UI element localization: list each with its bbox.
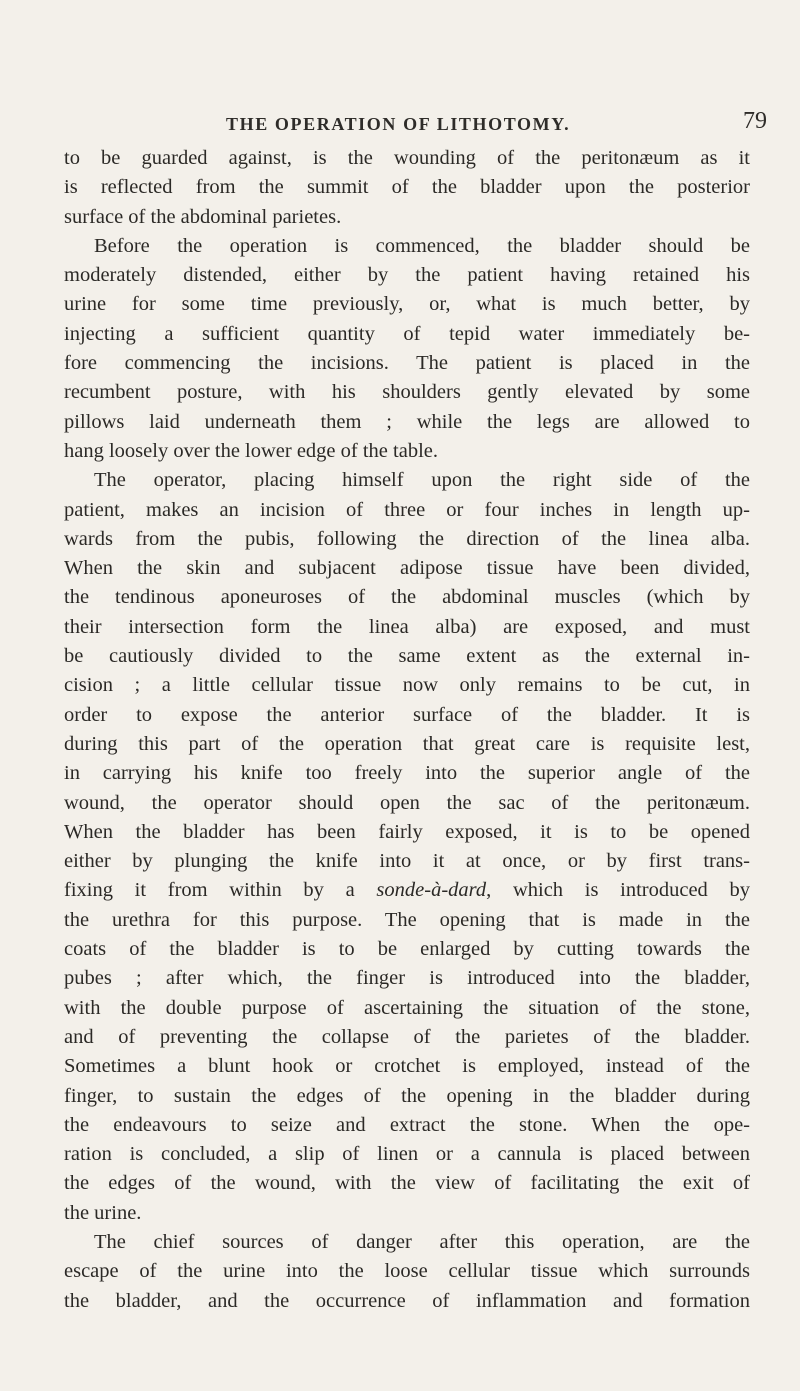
text-line: cision ; a little cellular tissue now only remains to be cut, in: [64, 674, 750, 697]
text-line: the bladder, and the occurrence of inflammation and formation: [64, 1289, 750, 1312]
text-line: The operator, placing himself upon the right side of the: [94, 469, 750, 492]
text-line: their intersection form the linea alba) are exposed, and must: [64, 615, 750, 638]
text-line: with the double purpose of ascertaining the situation of the stone,: [64, 996, 750, 1019]
text-line: escape of the urine into the loose cellular tissue which surrounds: [64, 1260, 750, 1283]
text-line: surface of the abdominal parietes.: [64, 205, 342, 228]
text-line: the edges of the wound, with the view of facilitating the exit of: [64, 1172, 750, 1195]
text-line: ration is concluded, a slip of linen or a cannula is placed between: [64, 1143, 750, 1166]
text-line: the urethra for this purpose. The opening that is made in the: [64, 908, 750, 931]
text-line: Sometimes a blunt hook or crotchet is employed, instead of the: [64, 1055, 750, 1078]
text-line: the tendinous aponeuroses of the abdominal muscles (which by: [64, 586, 750, 609]
text-line: coats of the bladder is to be enlarged by cutting towards the: [64, 938, 750, 961]
text-line: fore commencing the incisions. The patient is placed in the: [64, 352, 750, 375]
text-line-with-italic: [64, 876, 750, 905]
body-text: [64, 144, 750, 1316]
text-line: urine for some time previously, or, what is much better, by: [64, 293, 750, 316]
text-line: pubes ; after which, the finger is introduced into the bladder,: [64, 967, 750, 990]
text-line: finger, to sustain the edges of the opening in the bladder during: [64, 1084, 750, 1107]
text-line: either by plunging the knife into it at once, or by first trans-: [64, 850, 750, 873]
text-line: patient, makes an incision of three or four inches in length up-: [64, 498, 750, 521]
text-line: injecting a sufficient quantity of tepid water immediately be-: [64, 322, 750, 345]
text-line: and of preventing the collapse of the parietes of the bladder.: [64, 1025, 750, 1048]
text-line: moderately distended, either by the patient having retained his: [64, 264, 750, 287]
running-title: THE OPERATION OF LITHOTOMY.: [226, 114, 571, 134]
text-line: When the bladder has been fairly exposed, it is to be opened: [64, 820, 750, 843]
text-line: be cautiously divided to the same extent as the external in-: [64, 645, 750, 668]
text-line: pillows laid underneath them ; while the legs are allowed to: [64, 410, 750, 433]
page-number: 79: [743, 108, 767, 134]
text-line: the urine.: [64, 1201, 142, 1224]
text-line: the endeavours to seize and extract the stone. When the ope-: [64, 1113, 750, 1136]
text-line: hang loosely over the lower edge of the table.: [64, 439, 438, 462]
italic-term: sonde-à-dard: [376, 879, 487, 902]
text-line: wound, the operator should open the sac of the peritonæum.: [64, 791, 750, 814]
text-line: during this part of the operation that great care is requisite lest,: [64, 732, 750, 755]
text-line: is reflected from the summit of the bladder upon the posterior: [64, 176, 750, 199]
text-line: The chief sources of danger after this operation, are the: [94, 1230, 750, 1253]
text-line: to be guarded against, is the wounding of the peritonæum as it: [64, 147, 750, 169]
text-line: order to expose the anterior surface of the bladder. It is: [64, 703, 750, 726]
text-segment: fixing it from within by a: [64, 879, 377, 902]
text-segment: , which is introduced by: [486, 879, 750, 902]
text-line: recumbent posture, with his shoulders gently elevated by some: [64, 381, 750, 404]
text-line: wards from the pubis, following the direction of the linea alba.: [64, 527, 750, 550]
text-line: Before the operation is commenced, the bladder should be: [94, 234, 750, 257]
text-line: When the skin and subjacent adipose tissue have been divided,: [64, 557, 750, 580]
text-line: in carrying his knife too freely into the superior angle of the: [64, 762, 750, 785]
